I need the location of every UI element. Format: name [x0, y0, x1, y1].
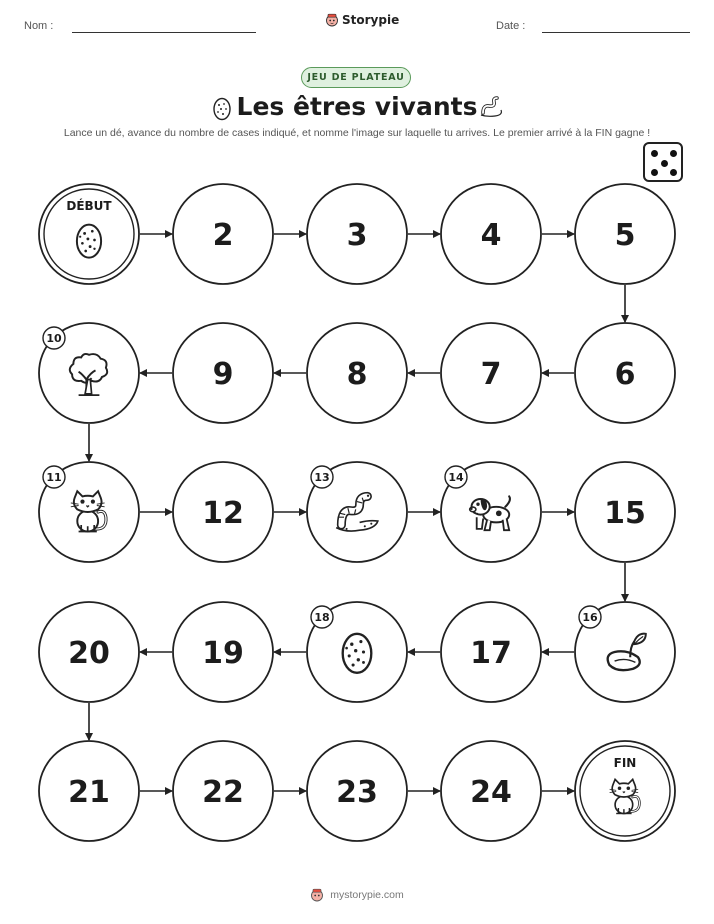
egg-icon [77, 225, 101, 258]
square-number: 22 [202, 775, 244, 810]
square-number: 23 [336, 775, 378, 810]
board-square-10[interactable] [39, 323, 139, 423]
board-square-22[interactable] [173, 741, 273, 841]
board-square-4[interactable] [441, 184, 541, 284]
footer-url: mystorypie.com [330, 889, 404, 901]
square-number: 9 [212, 357, 234, 392]
square-number: 7 [480, 357, 502, 392]
square-number: 24 [470, 775, 512, 810]
page-title: Les êtres vivants [236, 92, 478, 121]
square-number: 6 [614, 357, 636, 392]
board-square-1[interactable] [39, 184, 139, 284]
board-square-15[interactable] [575, 462, 675, 562]
board-square-20[interactable] [39, 602, 139, 702]
footer [0, 888, 714, 902]
square-number: 11 [46, 471, 62, 484]
board-square-7[interactable] [441, 323, 541, 423]
board-square-9[interactable] [173, 323, 273, 423]
square-number: 5 [614, 218, 636, 253]
board-square-3[interactable] [307, 184, 407, 284]
square-number: 18 [314, 611, 330, 624]
square-number: 21 [68, 775, 110, 810]
square-number: 10 [46, 332, 62, 345]
board-square-17[interactable] [441, 602, 541, 702]
square-number: 12 [202, 496, 244, 531]
board-square-2[interactable] [173, 184, 273, 284]
square-number: 4 [480, 218, 502, 253]
board-square-18[interactable] [307, 602, 407, 702]
board-square-16[interactable] [575, 602, 675, 702]
game-type-badge: JEU DE PLATEAU [301, 67, 411, 88]
finish-label: FIN [613, 756, 637, 770]
board-square-8[interactable] [307, 323, 407, 423]
date-label: Date : [496, 20, 526, 32]
egg-icon [343, 634, 372, 673]
square-number: 19 [202, 636, 244, 671]
name-label: Nom : [24, 20, 54, 32]
board-square-5[interactable] [575, 184, 675, 284]
instructions: Lance un dé, avance du nombre de cases indiqué, et nomme l'image sur laquelle tu arrives. Le premier arrivé à la FIN gagne ! [63, 127, 651, 139]
board-square-24[interactable] [441, 741, 541, 841]
square-number: 3 [346, 218, 368, 253]
board-square-14[interactable] [441, 462, 541, 562]
square-number: 13 [314, 471, 330, 484]
square-number: 8 [346, 357, 368, 392]
square-number: 2 [212, 218, 234, 253]
square-number: 20 [68, 636, 110, 671]
board-square-12[interactable] [173, 462, 273, 562]
board-square-6[interactable] [575, 323, 675, 423]
brand-name: Storypie [342, 13, 400, 27]
square-number: 17 [470, 636, 512, 671]
board-square-25[interactable] [575, 741, 675, 841]
board-square-19[interactable] [173, 602, 273, 702]
board-square-11[interactable] [39, 462, 139, 562]
square-number: 15 [604, 496, 646, 531]
board-square-21[interactable] [39, 741, 139, 841]
square-number: 16 [582, 611, 598, 624]
board-square-23[interactable] [307, 741, 407, 841]
square-number: 14 [448, 471, 464, 484]
storypie-mascot-icon [310, 888, 324, 902]
start-label: DÉBUT [66, 199, 112, 213]
board-square-13[interactable] [307, 462, 407, 562]
